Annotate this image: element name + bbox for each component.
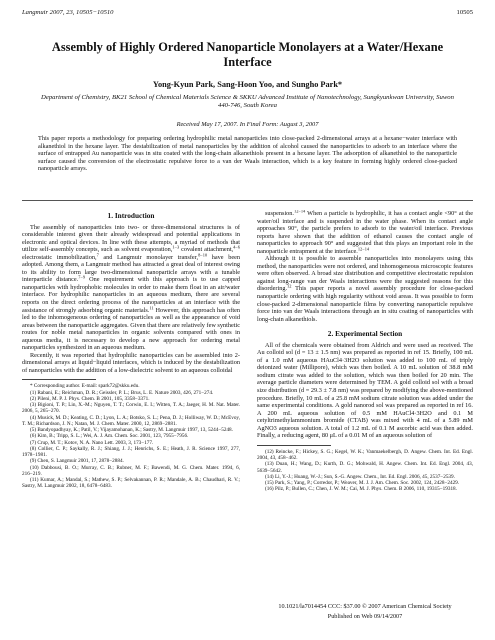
body-paragraph: All of the chemicals were obtained from Aldrich and were used as received. The Au colloid sol (d = 13 ± 1.5 nm) was prepared as reported in ref 15. Briefly, 100 mL of a 1.0 mM aqueous HAuCl4·3H2O solution was added to 100 mL of triply deionized water (Millipore), which was then boiled. A 10 mL solution of 38.8 mM sodium citrate was added to the solution, which was then boiled for 20 min. The average particle diameters were determined by TEM. A gold colloid sol with a broad size distribution (d = 29.3 ± 7.8 nm) was prepared by modifying the above-mentioned procedure. Briefly, 10 mL of a 25.8 mM sodium citrate solution was added under the same experimental conditions. A gold nanorod sol was prepared as reported in ref 16. A 200 mL aqueous solution of 0.5 mM HAuCl4·3H2O and 0.1 M cetyltrimethylammonium bromide (CTAB) was mixed with 4 mL of a 5.89 mM AgNO3 aqueous solution. A total of 1.2 mL of 0.1 M ascorbic acid was then added. Finally, a reducing agent, 80 μL of a 0.01 M of an aqueous solution of <box>257 341 473 440</box>
body-paragraph: Recently, it was reported that hydrophilic nanoparticles can be assembled into 2-dimensional arrays at liquid−liquid interfaces, which is induced by the destabilization of nanoparticles with the addition of a low-dielectric solvent to an aqueous colloidal <box>22 351 240 374</box>
body-paragraph: The assembly of nanoparticles into two- or three-dimensional structures is of considerable interest given their already widespread and potential applications in electronic and optical devices. In line with these attempts, a myriad of methods that utilize self-assembly concepts, such as solvent evaporation,$^{1-3}$ covalent attachment,$^{4-6}$ electrostatic immobilization,$^7$ and Langmuir monolayer transfer,$^{8-10}$ have been adopted. Among them, a Langmuir method has attracted a great deal of interest owing to its ability to form large two-dimensional nanoparticle arrays with a tunable interparticle distance.$^{7-9}$ One requirement with this approach is to use capped nanoparticles with hydrophobic molecules in order to make them float in an air/water interface. For hydrophilic nanoparticles in an aqueous medium, there are several reports on the direct ordering process of the nanoparticles at an interface with the assistance of strongly adsorbing organic materials.$^{11}$ However, this approach has often led to the inhomogeneous ordering of nanoparticles as well as the appearance of void areas between the nanoparticle aggregates. Given that there are relatively few synthetic routes for noble metal nanoparticles in organic solvents compared with ones in aqueous media, it is necessary to develop a new approach for ordering metal nanoparticles synthesized in an aqueous medium. <box>22 223 240 352</box>
body-paragraph: suspension.$^{12-14}$ When a particle is hydrophilic, it has a contact angle <90° at the water/oil interface and is suspended in the water phase. When its contact angle approaches 90°, the particle prefers to adsorb to the water/oil interface. Previous reports have shown that the addition of ethanol causes the contact angle of nanoparticles to approach 90° and suggested that this plays an important role in the nanoparticle entrapment at the interface.$^{12-14}$ <box>257 210 473 255</box>
running-header <box>22 9 473 19</box>
publication-date: Published on Web 09/14/2007 <box>327 613 403 620</box>
reference-footnote: (15) Park, S.; Yang, P.; Corredor, P.; Weaver, M. J. J. Am. Chem. Soc. 2002, 124, 2428−2429. <box>265 480 460 487</box>
reference-footnote: (12) Reincke, F.; Hickey, S. G.; Kegel, W. K.; Vanmaekelbergh, D. Angew. Chem. Int. Ed. Engl. 2004, 43, 458−462. <box>257 448 473 462</box>
citation-superscript: 4−6 <box>233 244 240 250</box>
citation-superscript: 7−9 <box>78 274 86 280</box>
reference-footnote: (8) Collier, C. P.; Saykally, R. J.; Shiang, J. J.; Henrichs, S. E.; Heath, J. R. Science 1997, 277, 1978−1981. <box>22 445 240 459</box>
citation-superscript: 1−3 <box>172 244 180 250</box>
page-number: 10505 <box>456 9 473 16</box>
citation-superscript: 12−14 <box>357 246 370 252</box>
reference-footnote: * Corresponding author. E-mail: spark72@skku.edu. <box>30 383 140 390</box>
citation-superscript: 12 <box>287 283 292 289</box>
reference-footnote: (1) Rabani, E.; Reichman, D. R.; Geissler, P. L.; Brus, L. E. Nature 2003, 426, 271−274. <box>30 389 214 396</box>
reference-footnote: (9) Chen, S. Langmuir 2001, 17, 2878−2884. <box>30 458 124 465</box>
citation-superscript: 12−14 <box>294 210 306 214</box>
abstract-divider <box>22 200 473 201</box>
reference-footnote: (2) Pileni, M. P. J. Phys. Chem. B 2001, 105, 3358−3371. <box>30 395 150 402</box>
citation-superscript: 7 <box>96 252 99 258</box>
left-footnotes <box>22 383 240 489</box>
reference-footnote: (7) Crup, M. T.; Kotov, N. A. Nano Lett. 2003, 3, 173−177. <box>30 439 154 446</box>
reference-footnote: (11) Kumar, A.; Mandal, S.; Mathew, S. P.; Selvakannan, P. R.; Mandale, A. B.; Chaudhari, R. V.; Sastry, M. Langmuir 2002, 18, 6478−6483. <box>22 477 240 490</box>
left-body <box>22 224 240 375</box>
reference-footnote: (4) Musick, M. D.; Keating, C. D.; Lyon, L. A.; Botsko, S. L.; Pena, D. J.; Holliway, W. D.; McEvoy, T. M.; Richardson, J. N.; Natan, M. J. Chem. Mater. 2000, 12, 2869−2881. <box>22 414 240 427</box>
right-body <box>257 210 473 323</box>
right-footnotes <box>257 449 473 493</box>
reference-footnote: (5) Bandyopadhyay, K.; Patil, V.; Vijayamohanan, K.; Sastry, M. Langmuir 1997, 13, 5244−5248. <box>30 427 233 434</box>
reference-footnote: (10) Dabbousi, B. O.; Murray, C. B.; Rubner, M. F.; Bawendi, M. G. Chem. Mater. 1994, 6, 216−219. <box>22 464 240 477</box>
citation-superscript: 11 <box>149 305 154 311</box>
left-column <box>22 210 240 600</box>
author-list: Yong-Kyun Park, Sang-Hoon Yoo, and Sungho Park* <box>152 80 343 89</box>
footnote-divider <box>257 445 331 446</box>
reference-footnote: (13) Duan, H.; Wang, D.; Kurth, D. G.; Mohwald, H. Angew. Chem. Int. Ed. Engl. 2004, 43, 5639−5642. <box>257 461 473 474</box>
reference-footnote: (16) Pilz, P.; Bullen, C.; Chen, J. W. M.; Cai, M. J. Phys. Chem. B 2006, 110, 19315−19318. <box>265 486 457 493</box>
doi-copyright-line: 10.1021/la7014454 CCC: $37.00 © 2007 American Chemical Society <box>278 603 452 610</box>
affiliation: Department of Chemistry, BK21 School of Chemical Materials Science & SKKU Advanced Institute of Nanotechnology, Sungkyunkwan University, Suwon 440-746, South Korea <box>41 94 454 109</box>
body-paragraph: Although it is possible to assemble nanoparticles into monolayers using this method, the nanoparticles were not ordered, and inhomogeneous microscopic features were often observed. A broad size distribution and competitive electrostatic repulsion against long-range van der Waals interactions were the suggested reasons for this disordering.$^{12}$ This paper reports a novel assembly procedure for close-packed nanoparticle ordering with high regularity without void areas. It was possible to form close-packed 2-dimensional nanoparticle films by converting nanoparticle repulsive force into van der Waals interactions through an in situ coating of nanoparticles with long-chain alkanethiols. <box>257 255 473 323</box>
reference-footnote: (14) Li, Y.-J.; Huang, W.-J.; Sun, S.-G. Angew. Chem., Int. Ed. Engl. 2006, 45, 2537−2539. <box>265 473 455 480</box>
right-body-experimental <box>257 342 473 440</box>
reference-footnote: (6) Kim, B.; Tripp, S. L.; Wei, A. J. Am. Chem. Soc. 2001, 123, 7955−7956. <box>30 433 189 440</box>
reference-footnote: (3) Bigioni, T. P.; Lin, X.-M.; Nguyen, T. T.; Corwin, E. I.; Witten, T. A.; Jaeger, H. M. Nat. Mater. 2006, 5, 265−270. <box>22 402 240 415</box>
abstract: This paper reports a methodology for preparing ordering hydrophilic metal nanoparticles into close-packed 2-dimensional arrays at a hexane−water interface with alkanethiol in the hexane layer. The destabilization of metal nanoparticles by the addition of alcohol caused the nanoparticles to adsorb to an interface where the surface of entrapped Au nanoparticle was in situ coated with the long-chain alkanethiols present in a hexane layer. The adsorption of alkanethiol to the nanoparticle surface caused the conversion of the electrostatic repulsive force to a van der Waals interaction, which is a key feature in forming highly ordered close-packed nanoparticle arrays. <box>38 135 457 173</box>
section-title-introduction: 1. Introduction <box>107 211 155 220</box>
received-dates: Received May 17, 2007. In Final Form: August 3, 2007 <box>176 121 319 128</box>
right-column <box>257 210 473 600</box>
journal-citation: Langmuir 2007, 23, 10505−10510 <box>22 9 114 16</box>
section-title-experimental: 2. Experimental Section <box>327 329 403 339</box>
footnote-divider <box>22 379 96 380</box>
article-title: Assembly of Highly Ordered Nanoparticle Monolayers at a Water/Hexane Interface <box>51 40 444 69</box>
citation-superscript: 8−10 <box>198 252 208 258</box>
